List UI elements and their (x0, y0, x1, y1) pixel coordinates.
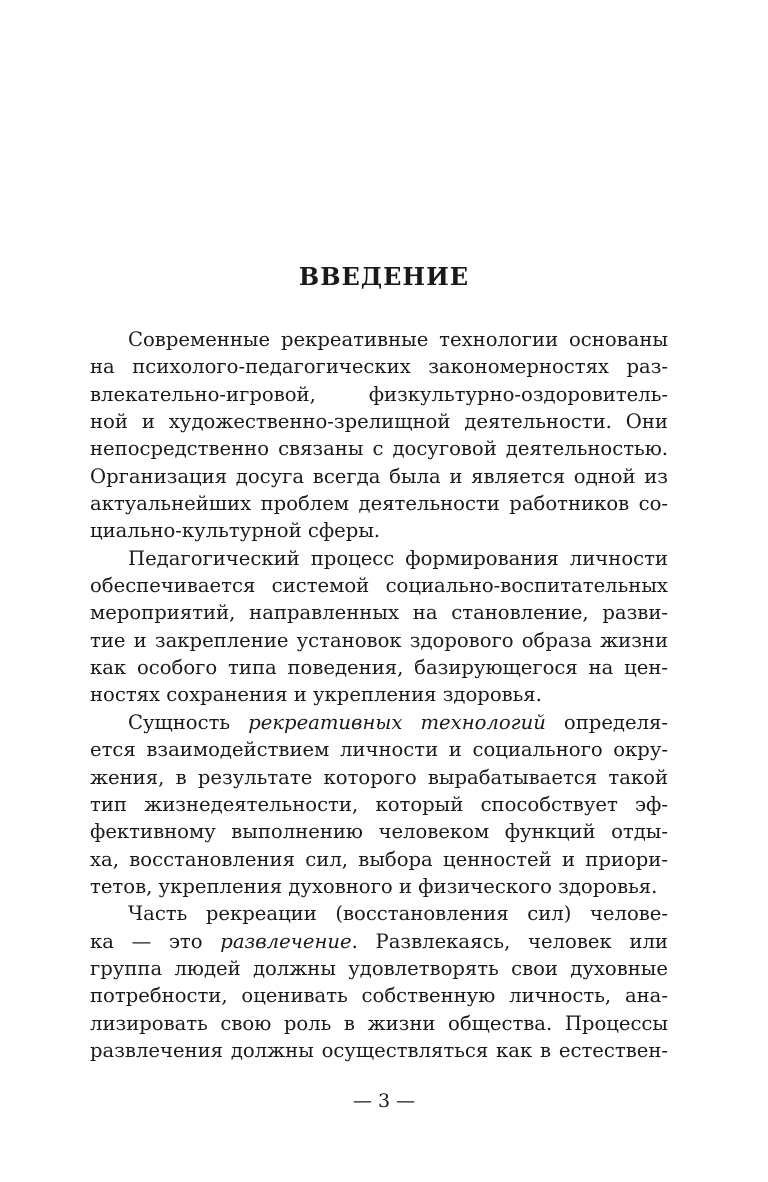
text-segment: Сущность (128, 710, 249, 734)
italic-term: развлечение (220, 929, 352, 953)
text-line (90, 572, 668, 599)
text-line (90, 599, 668, 626)
text-segment: на психолого-педагогических закономерностях раз- (90, 355, 668, 379)
text-segment: ка — это (90, 929, 221, 953)
text-segment: Современные рекреативные технологии основаны (128, 328, 668, 351)
text-line (90, 791, 668, 818)
text-segment: тетов, укрепления духовного и физического здоровья. (90, 874, 658, 898)
text-segment: ной и художественно-зрелищной деятельности. Они (90, 410, 668, 434)
text-line (90, 818, 668, 845)
text-line (90, 900, 668, 927)
text-segment: . Развлекаясь, человек или (351, 929, 668, 953)
text-line (90, 736, 668, 763)
text-line (90, 1037, 668, 1064)
text-segment: актуальнейших проблем деятельности работников со- (90, 492, 668, 516)
text-segment: циально-культурной сферы. (90, 519, 381, 543)
text-line (90, 463, 668, 490)
text-segment: жения, в результате которого вырабатывается такой (90, 765, 668, 789)
text-segment: ностях сохранения и укрепления здоровья. (90, 683, 542, 707)
italic-term: рекреативных технологий (248, 710, 546, 734)
text-line (90, 490, 668, 517)
text-segment: мероприятий, направленных на становление, разви- (90, 601, 668, 625)
text-segment: Часть рекреации (восстановления сил) челове- (128, 902, 668, 926)
page-number: — 3 — (352, 1090, 416, 1112)
text-line (90, 709, 668, 736)
text-line (90, 681, 668, 708)
text-line (90, 873, 668, 900)
text-segment: ется взаимодействием личности и социального окру- (90, 738, 668, 762)
text-segment: влекательно-игровой, физкультурно-оздоровитель- (90, 382, 668, 406)
text-segment: определя- (545, 710, 668, 734)
text-line (90, 846, 668, 873)
text-line (90, 353, 668, 380)
text-line (90, 326, 668, 353)
text-segment: обеспечивается системой социально-воспитательных (90, 574, 668, 598)
text-segment: ха, восстановления сил, выбора ценностей и приори- (90, 847, 668, 871)
text-segment: потребности, оценивать собственную личность, ана- (90, 984, 668, 1008)
text-line (90, 408, 668, 435)
text-segment: группа людей должны удовлетворять свои духовные (90, 956, 668, 980)
text-line (90, 435, 668, 462)
text-line (90, 517, 668, 544)
text-segment: фективному выполнению человеком функций отды- (90, 820, 668, 844)
text-segment: тие и закрепление установок здорового образа жизни (90, 628, 668, 652)
text-segment: Педагогический процесс формирования личности (128, 546, 668, 570)
body-text (90, 326, 668, 1064)
text-line (90, 545, 668, 572)
text-segment: Организация досуга всегда была и является одной из (90, 464, 668, 488)
text-segment: непосредственно связаны с досуговой деятельностью. (90, 437, 668, 461)
text-line (90, 928, 668, 955)
text-line (90, 381, 668, 408)
text-line (90, 654, 668, 681)
text-line (90, 955, 668, 982)
chapter-title: ВВЕДЕНИЕ (298, 262, 470, 291)
text-segment: лизировать свою роль в жизни общества. Процессы (90, 1011, 668, 1035)
text-segment: как особого типа поведения, базирующегося на цен- (90, 656, 668, 680)
text-line (90, 764, 668, 791)
text-segment: тип жизнедеятельности, который способствует эф- (90, 792, 668, 816)
text-segment: развлечения должны осуществляться как в естествен- (90, 1038, 668, 1062)
text-line (90, 1010, 668, 1037)
text-line (90, 627, 668, 654)
text-line (90, 982, 668, 1009)
